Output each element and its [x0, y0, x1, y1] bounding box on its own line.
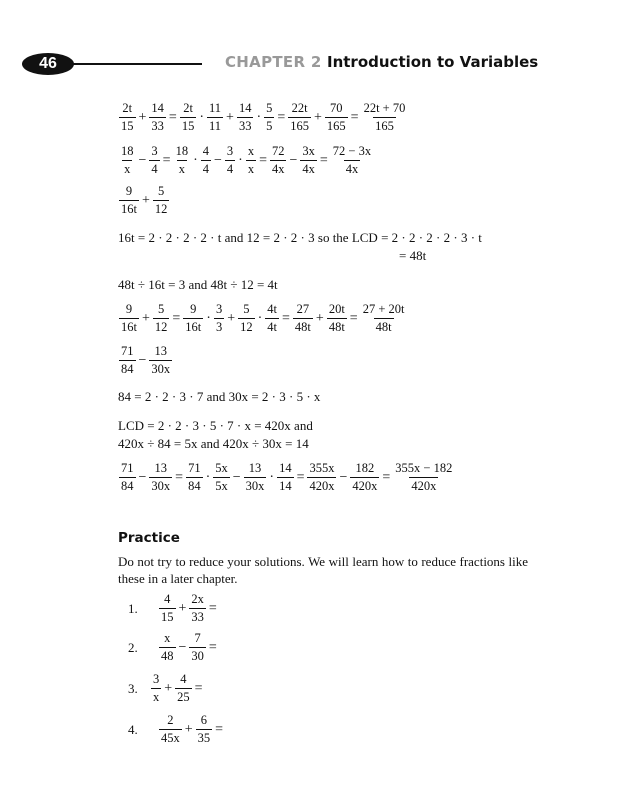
- fraction: $\frac{4}{4}$: [202, 144, 209, 177]
- example-2-equation: $\frac{18}{x}$ − $\frac{3}{4}$ = $\frac{18}{x}$ · $\frac{4}{4}$ − $\frac{3}{4}$ · $\frac{x}{x}$ = $\frac{72}{4x}$ − $\frac{3x}{4x}$ = $\frac{72 - 3x}{4x}$: [121, 144, 372, 177]
- fraction: $\frac{2t}{15}$: [121, 101, 134, 134]
- example-4-lcd-line: LCD = 2 · 2 · 3 · 5 · 7 · x = 420x and: [118, 418, 313, 433]
- fraction: $\frac{13}{30x}$: [245, 461, 265, 494]
- fraction: $\frac{9}{16t}$: [121, 184, 137, 217]
- fraction: $\frac{2t}{15}$: [181, 101, 195, 134]
- fraction: $\frac{4}{15}$: [161, 592, 174, 625]
- fraction: $\frac{3}{x}$: [153, 672, 160, 705]
- chapter-label: CHAPTER 2: [225, 53, 322, 71]
- fraction: $\frac{3}{4}$: [226, 144, 234, 177]
- fraction: $\frac{4t}{4t}$: [267, 302, 278, 335]
- problem-number: 3.: [128, 680, 138, 696]
- example-3-division-line: 48t ÷ 16t = 3 and 48t ÷ 12 = 4t: [118, 277, 278, 292]
- fraction: $\frac{2x}{33}$: [191, 592, 204, 625]
- example-3-lcd-line: 16t = 2 · 2 · 2 · 2 · t and 12 = 2 · 2 · 3 so the LCD = 2 · 2 · 2 · 2 · 3 · t: [118, 230, 482, 245]
- example-4-division-line: 420x ÷ 84 = 5x and 420x ÷ 30x = 14: [118, 436, 309, 451]
- fraction: $\frac{18}{x}$: [175, 144, 189, 177]
- example-4-problem: $\frac{71}{84}$ − $\frac{13}{30x}$: [121, 344, 171, 377]
- fraction: $\frac{27 + 20t}{48t}$: [362, 302, 405, 335]
- fraction: $\frac{x}{x}$: [247, 144, 255, 177]
- fraction: $\frac{5}{12}$: [240, 302, 253, 335]
- fraction: $\frac{14}{14}$: [279, 461, 292, 494]
- fraction: $\frac{27}{48t}$: [294, 302, 311, 335]
- fraction: $\frac{18}{x}$: [121, 144, 134, 177]
- fraction: $\frac{70}{165}$: [326, 101, 346, 134]
- page-header: [22, 50, 542, 78]
- fraction: $\frac{14}{33}$: [238, 101, 252, 134]
- fraction: $\frac{5}{12}$: [154, 184, 168, 217]
- chapter-title: Introduction to Variables: [327, 53, 539, 71]
- practice-problem-4: 4. $\frac{2}{45x}$ + $\frac{6}{35}$ =: [128, 713, 224, 746]
- fraction: $\frac{3x}{4x}$: [302, 144, 315, 177]
- fraction: $\frac{6}{35}$: [197, 713, 211, 746]
- example-4-solution: $\frac{71}{84}$ − $\frac{13}{30x}$ = $\frac{71}{84}$ · $\frac{5x}{5x}$ − $\frac{13}{30x}$ · $\frac{14}{14}$ = $\frac{355x}{420x}$ − $\frac{182}{420x}$ = $\frac{355x - 182}{420x}$: [121, 461, 453, 494]
- fraction: $\frac{5x}{5x}$: [215, 461, 228, 494]
- fraction: $\frac{20t}{48t}$: [328, 302, 345, 335]
- header-rule: [72, 63, 202, 65]
- fraction: $\frac{x}{48}$: [161, 631, 174, 664]
- fraction: $\frac{2}{45x}$: [161, 713, 180, 746]
- practice-heading: Practice: [118, 530, 180, 546]
- fraction: $\frac{13}{30x}$: [151, 461, 171, 494]
- problem-number: 2.: [128, 639, 138, 655]
- practice-problem-3: 3. $\frac{3}{x}$ + $\frac{4}{25}$ =: [128, 672, 203, 705]
- fraction: $\frac{13}{30x}$: [151, 344, 171, 377]
- fraction: $\frac{7}{30}$: [191, 631, 204, 664]
- example-4-factor-line: 84 = 2 · 2 · 3 · 7 and 30x = 2 · 3 · 5 · x: [118, 389, 321, 404]
- fraction: $\frac{72 - 3x}{4x}$: [332, 144, 372, 177]
- fraction: $\frac{182}{420x}$: [352, 461, 378, 494]
- example-3-problem: $\frac{9}{16t}$ + $\frac{5}{12}$: [121, 184, 168, 217]
- fraction: $\frac{22t}{165}$: [290, 101, 310, 134]
- example-1-equation: $\frac{2t}{15}$ + $\frac{14}{33}$ = $\frac{2t}{15}$ · $\frac{11}{11}$ + $\frac{14}{33}$ · $\frac{5}{5}$ = $\frac{22t}{165}$ + $\frac{70}{165}$ = $\frac{22t + 70}{165}$: [121, 101, 406, 134]
- fraction: $\frac{71}{84}$: [121, 461, 134, 494]
- example-3-solution: $\frac{9}{16t}$ + $\frac{5}{12}$ = $\frac{9}{16t}$ · $\frac{3}{3}$ + $\frac{5}{12}$ · $\frac{4t}{4t}$ = $\frac{27}{48t}$ + $\frac{20t}{48t}$ = $\frac{27 + 20t}{48t}$: [121, 302, 405, 335]
- fraction: $\frac{3}{3}$: [215, 302, 223, 335]
- fraction: $\frac{71}{84}$: [121, 344, 134, 377]
- example-3-lcd-result: = 48t: [399, 248, 427, 263]
- fraction: $\frac{11}{11}$: [208, 101, 222, 134]
- practice-problem-1: 1. $\frac{4}{15}$ + $\frac{2x}{33}$ =: [128, 592, 217, 625]
- practice-instructions: Do not try to reduce your solutions. We will learn how to reduce fractions like these in a later chapter.: [118, 554, 528, 586]
- fraction: $\frac{14}{33}$: [151, 101, 164, 134]
- fraction: $\frac{4}{25}$: [177, 672, 190, 705]
- fraction: $\frac{9}{16t}$: [121, 302, 137, 335]
- fraction: $\frac{72}{4x}$: [271, 144, 285, 177]
- problem-number: 4.: [128, 721, 138, 737]
- fraction: $\frac{71}{84}$: [188, 461, 201, 494]
- problem-number: 1.: [128, 600, 138, 616]
- fraction: $\frac{3}{4}$: [151, 144, 158, 177]
- page-number: 46: [22, 53, 74, 75]
- fraction: $\frac{355x}{420x}$: [309, 461, 335, 494]
- practice-problem-2: 2. $\frac{x}{48}$ − $\frac{7}{30}$ =: [128, 631, 217, 664]
- fraction: $\frac{355x - 182}{420x}$: [395, 461, 453, 494]
- fraction: $\frac{9}{16t}$: [185, 302, 202, 335]
- fraction: $\frac{5}{5}$: [266, 101, 273, 134]
- fraction: $\frac{5}{12}$: [154, 302, 168, 335]
- fraction: $\frac{22t + 70}{165}$: [363, 101, 406, 134]
